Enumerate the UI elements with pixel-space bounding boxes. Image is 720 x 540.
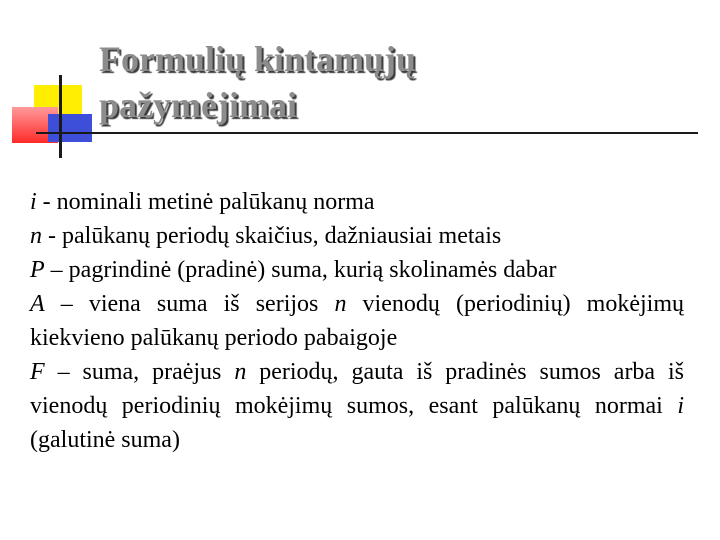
- symbol-n: n: [30, 223, 42, 249]
- definition-f-text-a: – suma, praėjus: [44, 359, 235, 385]
- symbol-f: F: [30, 359, 45, 385]
- definition-n-text: - palūkanų periodų skaičius, dažniausiai metais: [42, 223, 502, 249]
- definition-i-text: - nominali metinė palūkanų norma: [36, 189, 375, 215]
- definition-a: [30, 287, 684, 355]
- decor-blue-square: [48, 114, 92, 142]
- symbol-p: P: [30, 257, 45, 283]
- definition-n: [30, 219, 684, 253]
- inline-symbol-i: i: [677, 393, 684, 419]
- definition-f-text-b: periodų, gauta iš pradinės sumos arba iš vienodų periodinių mokėjimų sumos, esant palūkanų normai: [30, 359, 685, 419]
- definition-a-text-a: – viena suma iš serijos: [44, 291, 335, 317]
- symbol-a: A: [30, 291, 45, 317]
- definition-p: [30, 253, 684, 287]
- definition-a-text-b: vienodų (periodinių) mokėjimų kiekvieno palūkanų periodo pabaigoje: [30, 291, 684, 351]
- definition-i: [30, 185, 684, 219]
- title-underline: [36, 132, 698, 134]
- slide-title: [99, 36, 416, 128]
- symbol-i: i: [30, 189, 37, 215]
- decor-vertical-line: [59, 75, 62, 158]
- slide-title-line2: pažymėjimai: [99, 85, 297, 125]
- slide-title-line1: Formulių kintamųjų: [99, 39, 417, 79]
- definition-f-text-c: (galutinė suma): [30, 427, 180, 453]
- inline-symbol-n: n: [234, 359, 247, 385]
- definition-p-text: – pagrindinė (pradinė) suma, kurią skolinamės dabar: [44, 257, 557, 283]
- definition-f: [30, 355, 684, 457]
- definitions-list: [30, 185, 684, 457]
- inline-symbol-n: n: [334, 291, 347, 317]
